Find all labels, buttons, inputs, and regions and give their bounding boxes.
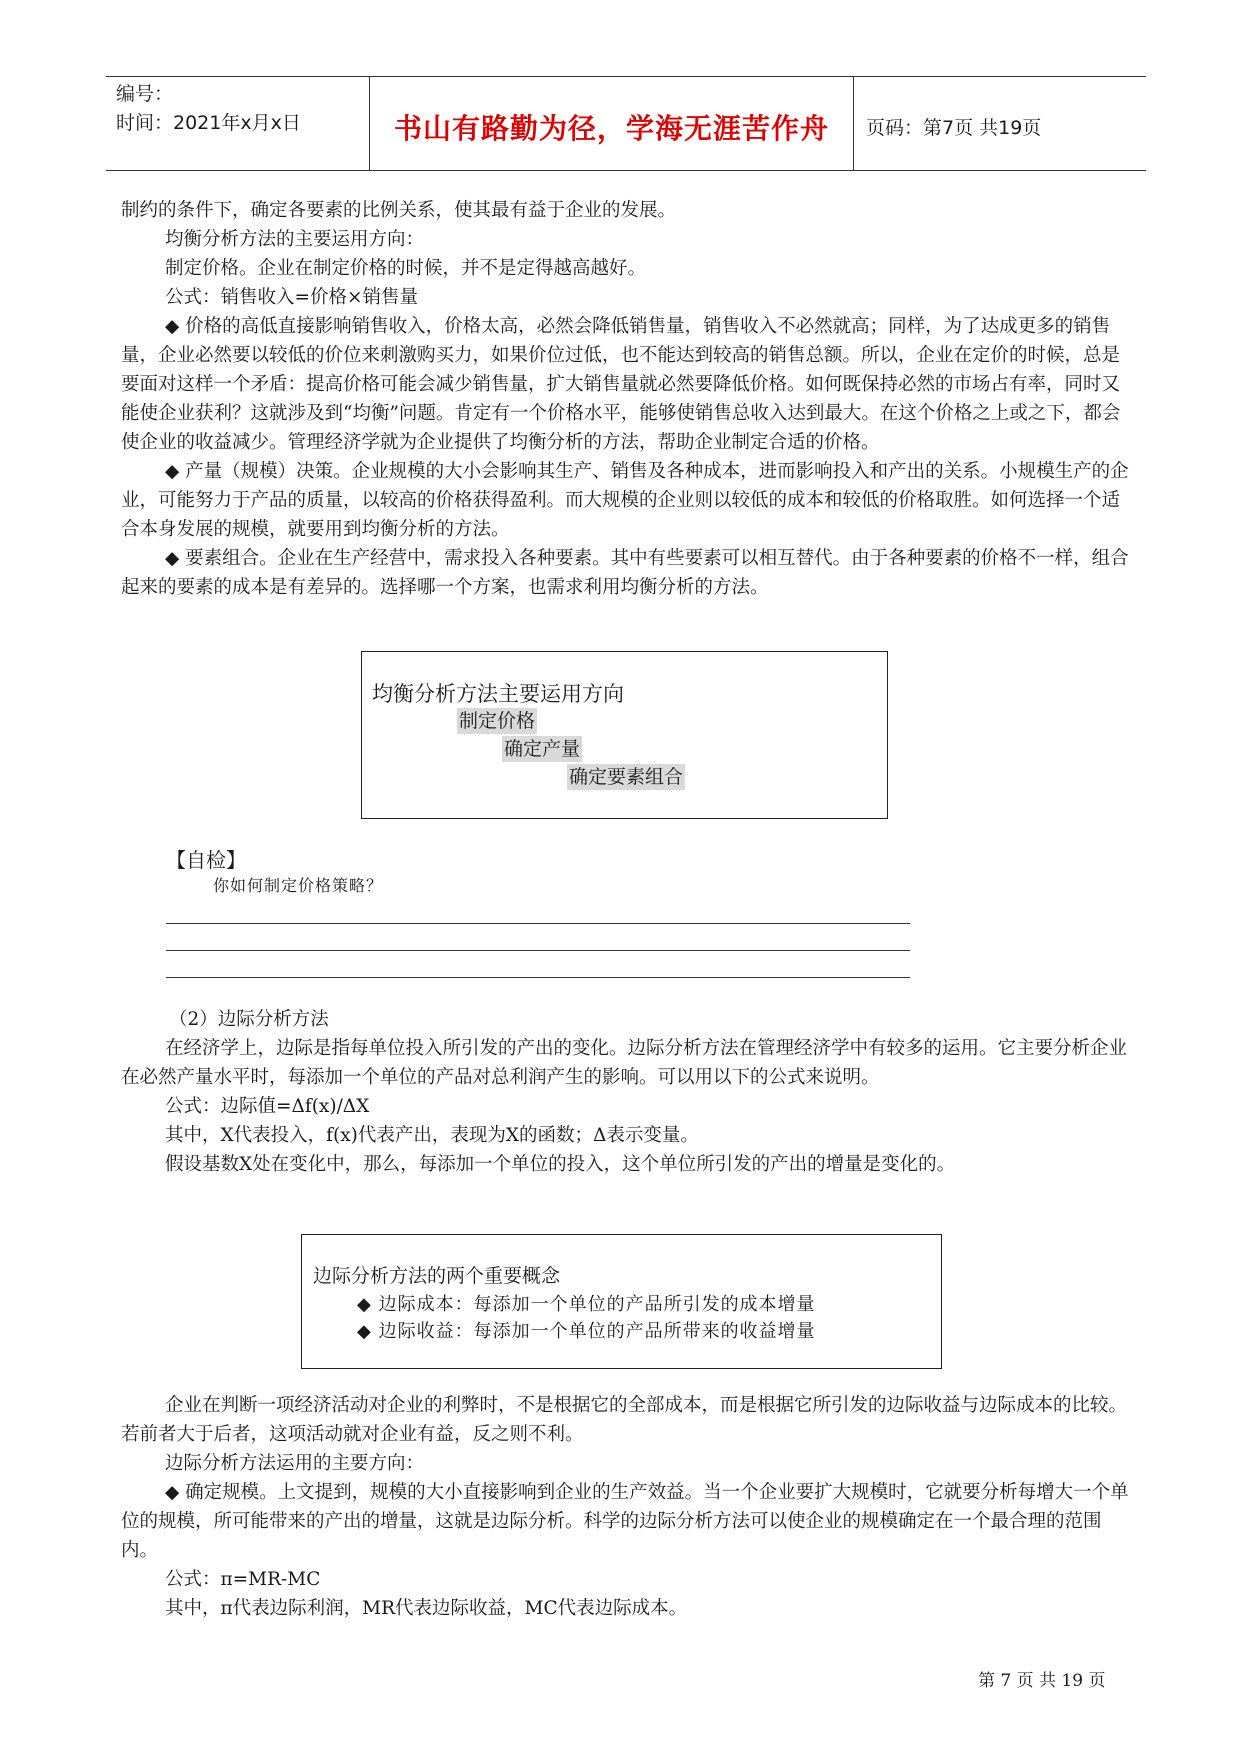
paragraph: ◆ 要素组合。企业在生产经营中，需求投入各种要素。其中有些要素可以相互替代。由于各种要素的价格不一样，组合起来的要素的成本是有差异的。选择哪一个方案，也需求利用均衡分析的方法。 bbox=[121, 548, 1129, 598]
body-section-1 bbox=[121, 196, 1131, 602]
time-label: 时间：2021年x月x日 bbox=[116, 112, 301, 134]
header-motto: 书山有路勤为径，学海无涯苦作舟 bbox=[370, 77, 854, 170]
paragraph: 其中，π代表边际利润，MR代表边际收益，MC代表边际成本。 bbox=[165, 1598, 688, 1619]
paragraph: 公式：π=MR-MC bbox=[165, 1569, 321, 1590]
answer-line bbox=[166, 950, 910, 951]
header-meta bbox=[106, 77, 370, 170]
marginal-concepts-box bbox=[301, 1234, 942, 1369]
paragraph: 企业在判断一项经济活动对企业的利弊时，不是根据它的全部成本，而是根据它所引发的边际收益与边际成本的比较。若前者大于后者，这项活动就对企业有益，反之则不利。 bbox=[121, 1395, 1128, 1445]
box-item: 确定产量 bbox=[504, 738, 581, 760]
box-item: 确定要素组合 bbox=[569, 766, 684, 788]
paragraph: 均衡分析方法的主要运用方向： bbox=[165, 229, 425, 250]
paragraph: ◆ 确定规模。上文提到，规模的大小直接影响到企业的生产效益。当一个企业要扩大规模时，它就要分析每增大一个单位的规模，所可能带来的产出的增量，这就是边际分析。科学的边际分析方法可以使企业的规模确定在一个最合理的范围内。 bbox=[121, 1482, 1129, 1561]
equilibrium-directions-box bbox=[361, 651, 888, 819]
box-title: 均衡分析方法主要运用方向 bbox=[372, 682, 624, 706]
answer-line bbox=[166, 977, 910, 978]
paragraph: 公式：边际值=Δf(x)/ΔX bbox=[165, 1096, 370, 1117]
paragraph: ◆ 产量（规模）决策。企业规模的大小会影响其生产、销售及各种成本，进而影响投入和产出的关系。小规模生产的企业，可能努力于产品的质量，以较高的价格获得盈利。而大规模的企业则以较低的成本和较低的价格取胜。如何选择一个适合本身发展的规模，就要用到均衡分析的方法。 bbox=[121, 461, 1129, 540]
paragraph: ◆ 价格的高低直接影响销售收入，价格太高，必然会降低销售量，销售收入不必然就高；同样，为了达成更多的销售量，企业必然要以较低的价位来刺激购买力，如果价位过低，也不能达到较高的销售总额。所以，企业在定价的时候，总是要面对这样一个矛盾：提高价格可能会减少销售量，扩大销售量就必然要降低价格。如何既保持必然的市场占有率，同时又能使企业获利？这就涉及到“均衡”问题。肯定有一个价格水平，能够使销售总收入达到最大。在这个价格之上或之下，都会使企业的收益减少。管理经济学就为企业提供了均衡分析的方法，帮助企业制定合适的价格。 bbox=[121, 316, 1121, 453]
paragraph: 制定价格。企业在制定价格的时候，并不是定得越高越好。 bbox=[165, 258, 647, 279]
paragraph: 在经济学上，边际是指每单位投入所引发的产出的变化。边际分析方法在管理经济学中有较多的运用。它主要分析企业在必然产量水平时，每添加一个单位的产品对总利润产生的影响。可以用以下的公式来说明。 bbox=[121, 1038, 1128, 1088]
paragraph: 假设基数X处在变化中，那么，每添加一个单位的投入，这个单位所引发的产出的增量是变化的。 bbox=[165, 1154, 956, 1175]
self-check-title: 【自检】 bbox=[166, 848, 246, 872]
box-item: ◆ 边际成本：每添加一个单位的产品所引发的成本增量 bbox=[357, 1294, 816, 1315]
paragraph: 制约的条件下，确定各要素的比例关系，使其最有益于企业的发展。 bbox=[121, 200, 677, 221]
box-item: ◆ 边际收益：每添加一个单位的产品所带来的收益增量 bbox=[357, 1321, 816, 1342]
number-label: 编号： bbox=[116, 83, 174, 105]
body-section-2 bbox=[121, 1005, 1131, 1179]
paragraph: 其中，X代表投入，f(x)代表产出，表现为X的函数；Δ表示变量。 bbox=[165, 1125, 699, 1146]
self-check-question: 你如何制定价格策略？ bbox=[213, 876, 384, 895]
section-heading: （2）边际分析方法 bbox=[169, 1009, 329, 1030]
body-section-3 bbox=[121, 1391, 1131, 1623]
page-header bbox=[106, 76, 1146, 171]
answer-line bbox=[166, 923, 910, 924]
box-item: 制定价格 bbox=[459, 710, 536, 732]
page-footer: 第 7 页 共 19 页 bbox=[978, 1671, 1106, 1691]
box-title: 边际分析方法的两个重要概念 bbox=[313, 1265, 561, 1287]
header-page-code: 页码：第7页 共19页 bbox=[866, 117, 1042, 139]
paragraph: 边际分析方法运用的主要方向： bbox=[165, 1453, 425, 1474]
paragraph: 公式：销售收入=价格×销售量 bbox=[165, 287, 419, 308]
